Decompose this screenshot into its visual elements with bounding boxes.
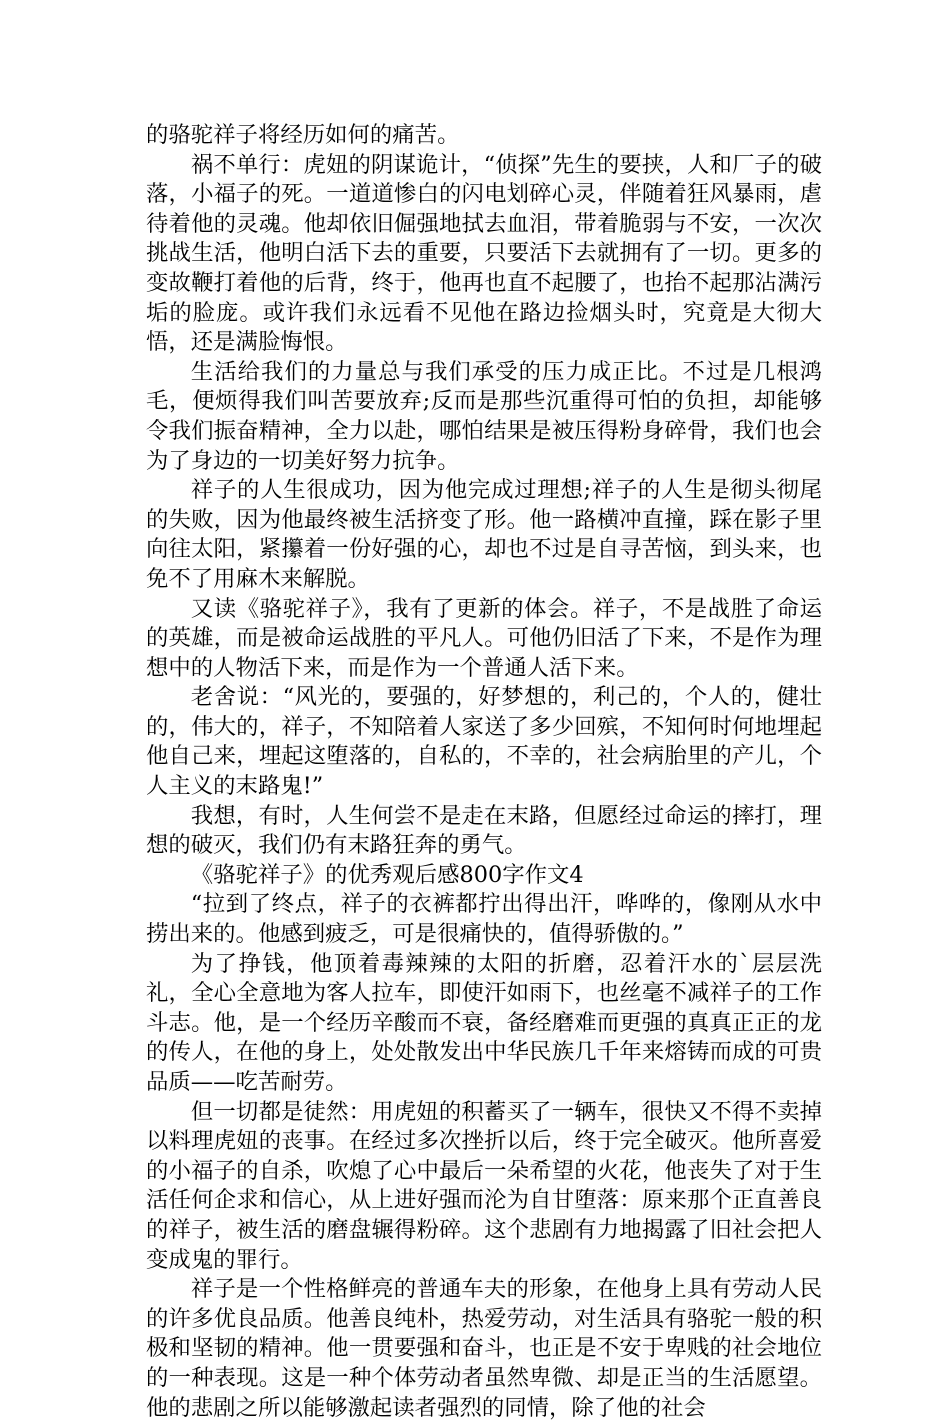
document-body	[146, 121, 822, 1423]
paragraph: 祥子的人生很成功，因为他完成过理想;祥子的人生是彻头彻尾的失败，因为他最终被生活挤变了形。他一路横冲直撞，踩在影子里向往太阳，紧攥着一份好强的心，却也不过是自寻苦恼，到头来，也免不了用麻木来解脱。	[146, 477, 822, 592]
paragraph: 但一切都是徒然：用虎妞的积蓄买了一辆车，很快又不得不卖掉以料理虎妞的丧事。在经过多次挫折以后，终于完全破灭。他所喜爱的小福子的自杀，吹熄了心中最后一朵希望的火花，他丧失了对于生活任何企求和信心，从上进好强而沦为自甘堕落：原来那个正直善良的祥子，被生活的磨盘辗得粉碎。这个悲剧有力地揭露了旧社会把人变成鬼的罪行。	[146, 1098, 822, 1273]
paragraph: 祸不单行：虎妞的阴谋诡计，“侦探”先生的要挟，人和厂子的破落，小福子的死。一道道惨白的闪电划碎心灵，伴随着狂风暴雨，虐待着他的灵魂。他却依旧倔强地拭去血泪，带着脆弱与不安，一次次挑战生活，他明白活下去的重要，只要活下去就拥有了一切。更多的变故鞭打着他的后背，终于，他再也直不起腰了，也抬不起那沾满污垢的脸庞。或许我们永远看不见他在路边捡烟头时，究竟是大彻大悟，还是满脸悔恨。	[146, 151, 822, 356]
paragraph: 为了挣钱，他顶着毒辣辣的太阳的折磨，忍着汗水的`层层洗礼，全心全意地为客人拉车，即使汗如雨下，也丝毫不减祥子的工作斗志。他，是一个经历辛酸而不衰，备经磨难而更强的真真正正的龙的传人，在他的身上，处处散发出中华民族几千年来熔铸而成的可贵品质——吃苦耐劳。	[146, 950, 822, 1095]
paragraph: 老舍说：“风光的，要强的，好梦想的，利己的，个人的，健壮的，伟大的，祥子，不知陪着人家送了多少回殡，不知何时何地埋起他自己来，埋起这堕落的，自私的，不幸的，社会病胎里的产儿，个人主义的末路鬼!”	[146, 684, 822, 800]
section-heading: 《骆驼祥子》的优秀观后感800字作文4	[190, 861, 584, 888]
paragraph: “拉到了终点，祥子的衣裤都拧出得出汗，哗哗的，像刚从水中捞出来的。他感到疲乏，可是很痛快的，值得骄傲的。”	[146, 891, 822, 948]
paragraph: 的骆驼祥子将经历如何的痛苦。	[146, 122, 460, 148]
paragraph: 我想，有时，人生何尝不是走在末路，但愿经过命运的摔打，理想的破灭，我们仍有末路狂奔的勇气。	[146, 802, 822, 859]
paragraph: 祥子是一个性格鲜亮的普通车夫的形象，在他身上具有劳动人民的许多优良品质。他善良纯朴，热爱劳动，对生活具有骆驼一般的积极和坚韧的精神。他一贯要强和奋斗，也正是不安于卑贱的社会地位的一种表现。这是一种个体劳动者虽然卑微、却是正当的生活愿望。他的悲剧之所以能够激起读者强烈的同情，除了他的社会	[146, 1276, 822, 1421]
paragraph: 又读《骆驼祥子》，我有了更新的体会。祥子，不是战胜了命运的英雄，而是被命运战胜的平凡人。可他仍旧活了下来，不是作为理想中的人物活下来，而是作为一个普通人活下来。	[146, 595, 822, 681]
paragraph: 生活给我们的力量总与我们承受的压力成正比。不过是几根鸿毛，便烦得我们叫苦要放弃;反而是那些沉重得可怕的负担，却能够令我们振奋精神，全力以赴，哪怕结果是被压得粉身碎骨，我们也会为了身边的一切美好努力抗争。	[146, 358, 822, 474]
